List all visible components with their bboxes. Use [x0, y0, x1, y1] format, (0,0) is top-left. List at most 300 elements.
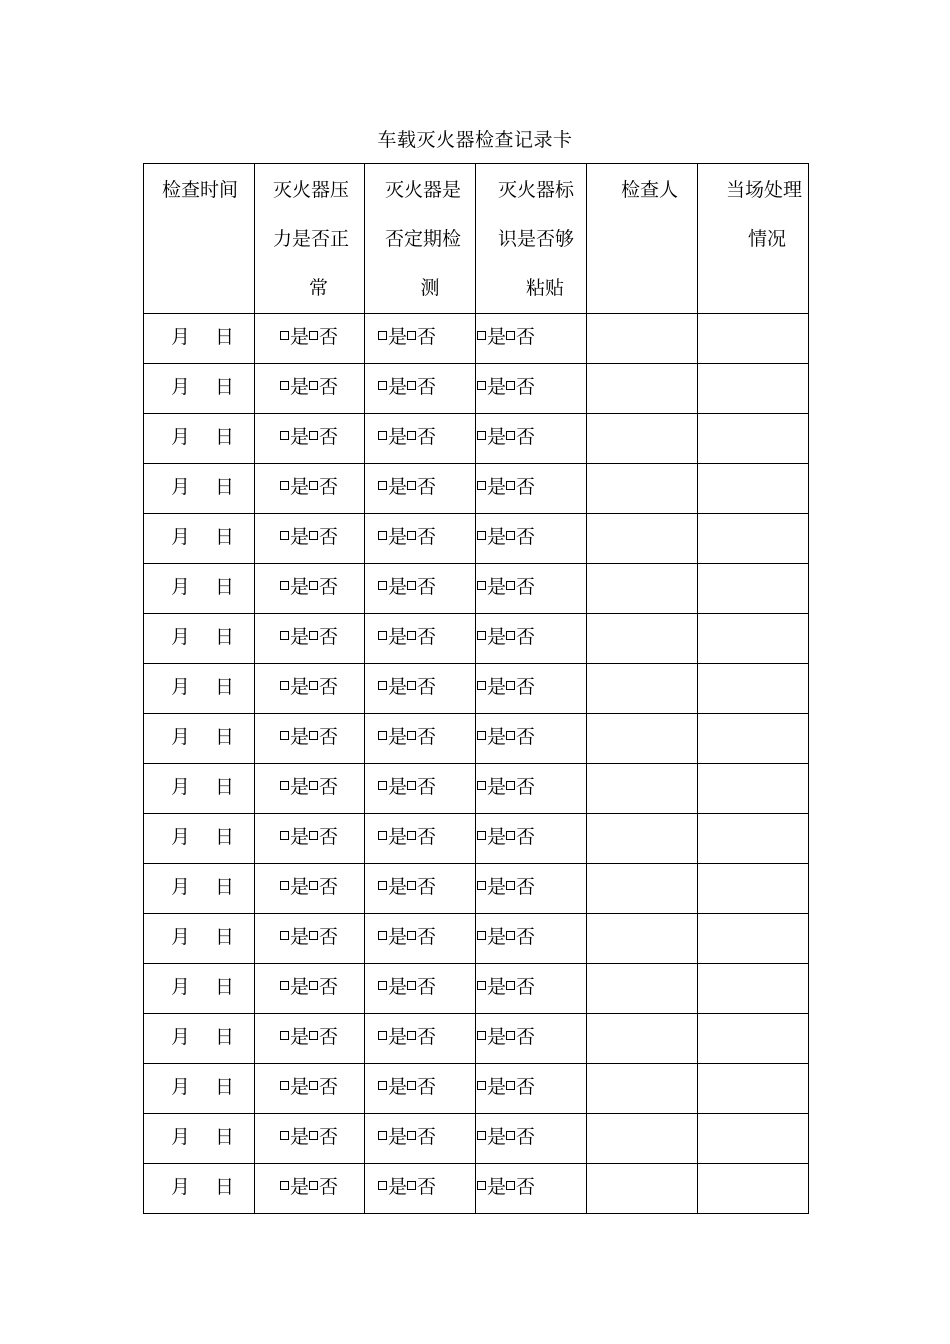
month-label: 月 [171, 726, 191, 748]
checkbox-yes[interactable] [378, 381, 387, 390]
check-cell [365, 564, 476, 614]
checkbox-yes[interactable] [280, 681, 289, 690]
checkbox-no[interactable] [309, 631, 318, 640]
checkbox-yes[interactable] [378, 831, 387, 840]
checkbox-yes[interactable] [378, 731, 387, 740]
table-row [144, 714, 809, 764]
option-no-label: 否 [516, 476, 536, 498]
checkbox-yes[interactable] [477, 481, 486, 490]
day-label: 日 [215, 426, 235, 448]
checkbox-no[interactable] [506, 881, 515, 890]
option-yes-label: 是 [290, 1126, 310, 1148]
handling-cell[interactable] [698, 964, 809, 1014]
checkbox-no[interactable] [309, 781, 318, 790]
check-cell [255, 1114, 365, 1164]
month-label: 月 [171, 626, 191, 648]
checkbox-no[interactable] [309, 931, 318, 940]
option-no-label: 否 [516, 876, 536, 898]
checkbox-no[interactable] [506, 781, 515, 790]
checkbox-no[interactable] [506, 431, 515, 440]
checkbox-no[interactable] [407, 1181, 416, 1190]
handling-cell[interactable] [698, 364, 809, 414]
checkbox-yes[interactable] [280, 1081, 289, 1090]
check-cell [365, 714, 476, 764]
table-row [144, 864, 809, 914]
checkbox-no[interactable] [407, 431, 416, 440]
checkbox-yes[interactable] [477, 581, 486, 590]
option-yes-label: 是 [388, 926, 408, 948]
checkbox-no[interactable] [407, 381, 416, 390]
date-cell[interactable] [144, 464, 255, 514]
checkbox-no[interactable] [506, 381, 515, 390]
inspector-cell[interactable] [587, 714, 698, 764]
check-cell [365, 664, 476, 714]
header-pressure-normal [255, 164, 365, 314]
handling-cell[interactable] [698, 1064, 809, 1114]
option-no-label: 否 [417, 726, 437, 748]
option-yes-label: 是 [290, 926, 310, 948]
option-no-label: 否 [319, 1026, 339, 1048]
checkbox-no[interactable] [506, 1131, 515, 1140]
option-yes-label: 是 [290, 876, 310, 898]
date-cell[interactable] [144, 364, 255, 414]
checkbox-yes[interactable] [477, 981, 486, 990]
check-cell [255, 464, 365, 514]
checkbox-no[interactable] [506, 1081, 515, 1090]
handling-cell[interactable] [698, 1164, 809, 1214]
checkbox-yes[interactable] [280, 331, 289, 340]
day-label: 日 [215, 1126, 235, 1148]
checkbox-no[interactable] [309, 981, 318, 990]
checkbox-yes[interactable] [477, 731, 486, 740]
inspector-cell[interactable] [587, 414, 698, 464]
option-no-label: 否 [516, 926, 536, 948]
record-rows [144, 314, 809, 1214]
check-cell [255, 564, 365, 614]
checkbox-no[interactable] [506, 981, 515, 990]
option-no-label: 否 [417, 1126, 437, 1148]
option-yes-label: 是 [487, 326, 507, 348]
checkbox-no[interactable] [407, 331, 416, 340]
handling-cell[interactable] [698, 864, 809, 914]
option-no-label: 否 [516, 726, 536, 748]
handling-cell[interactable] [698, 664, 809, 714]
checkbox-yes[interactable] [378, 931, 387, 940]
checkbox-yes[interactable] [378, 631, 387, 640]
checkbox-no[interactable] [506, 731, 515, 740]
check-cell [255, 864, 365, 914]
header-line: 当场处理 [726, 179, 803, 201]
inspector-cell[interactable] [587, 964, 698, 1014]
option-yes-label: 是 [487, 1076, 507, 1098]
header-inspector [587, 164, 698, 314]
option-no-label: 否 [319, 426, 339, 448]
checkbox-yes[interactable] [280, 881, 289, 890]
date-cell[interactable] [144, 714, 255, 764]
header-row [144, 164, 809, 314]
handling-cell[interactable] [698, 914, 809, 964]
checkbox-yes[interactable] [378, 331, 387, 340]
day-label: 日 [215, 376, 235, 398]
month-label: 月 [171, 576, 191, 598]
checkbox-no[interactable] [506, 331, 515, 340]
checkbox-yes[interactable] [280, 981, 289, 990]
option-no-label: 否 [516, 526, 536, 548]
checkbox-no[interactable] [506, 1181, 515, 1190]
checkbox-no[interactable] [407, 881, 416, 890]
checkbox-yes[interactable] [280, 831, 289, 840]
checkbox-no[interactable] [407, 481, 416, 490]
checkbox-no[interactable] [407, 931, 416, 940]
option-no-label: 否 [319, 826, 339, 848]
header-label-attached [476, 164, 587, 314]
checkbox-yes[interactable] [280, 1181, 289, 1190]
checkbox-yes[interactable] [378, 481, 387, 490]
option-yes-label: 是 [290, 676, 310, 698]
option-yes-label: 是 [388, 326, 408, 348]
inspector-cell[interactable] [587, 1164, 698, 1214]
option-yes-label: 是 [388, 776, 408, 798]
option-yes-label: 是 [290, 1176, 310, 1198]
checkbox-yes[interactable] [378, 781, 387, 790]
table-row [144, 314, 809, 364]
handling-cell[interactable] [698, 564, 809, 614]
check-cell [476, 914, 587, 964]
inspector-cell[interactable] [587, 364, 698, 414]
date-cell[interactable] [144, 1164, 255, 1214]
day-label: 日 [215, 776, 235, 798]
check-cell [476, 814, 587, 864]
check-cell [255, 964, 365, 1014]
header-line: 识是否够 [498, 228, 575, 250]
checkbox-yes[interactable] [378, 1181, 387, 1190]
option-yes-label: 是 [290, 826, 310, 848]
header-line: 否定期检 [385, 228, 462, 250]
checkbox-yes[interactable] [477, 1081, 486, 1090]
checkbox-yes[interactable] [378, 981, 387, 990]
handling-cell[interactable] [698, 1014, 809, 1064]
option-no-label: 否 [417, 1176, 437, 1198]
option-yes-label: 是 [290, 326, 310, 348]
checkbox-no[interactable] [309, 1131, 318, 1140]
date-cell[interactable] [144, 814, 255, 864]
option-yes-label: 是 [487, 776, 507, 798]
option-no-label: 否 [319, 926, 339, 948]
date-cell[interactable] [144, 314, 255, 364]
checkbox-yes[interactable] [477, 431, 486, 440]
option-no-label: 否 [417, 626, 437, 648]
date-cell[interactable] [144, 1014, 255, 1064]
option-yes-label: 是 [388, 676, 408, 698]
check-cell [365, 764, 476, 814]
checkbox-no[interactable] [407, 631, 416, 640]
checkbox-yes[interactable] [280, 581, 289, 590]
checkbox-no[interactable] [407, 581, 416, 590]
checkbox-yes[interactable] [280, 1131, 289, 1140]
check-cell [476, 864, 587, 914]
checkbox-yes[interactable] [378, 581, 387, 590]
option-no-label: 否 [319, 1176, 339, 1198]
checkbox-no[interactable] [506, 931, 515, 940]
inspector-cell[interactable] [587, 1114, 698, 1164]
checkbox-yes[interactable] [477, 781, 486, 790]
month-label: 月 [171, 526, 191, 548]
table-row [144, 464, 809, 514]
checkbox-no[interactable] [506, 481, 515, 490]
inspector-cell[interactable] [587, 314, 698, 364]
option-yes-label: 是 [290, 1026, 310, 1048]
checkbox-yes[interactable] [477, 381, 486, 390]
check-cell [476, 314, 587, 364]
option-no-label: 否 [516, 826, 536, 848]
day-label: 日 [215, 826, 235, 848]
checkbox-no[interactable] [407, 1031, 416, 1040]
option-yes-label: 是 [388, 826, 408, 848]
header-periodic-test [365, 164, 476, 314]
day-label: 日 [215, 726, 235, 748]
option-no-label: 否 [417, 376, 437, 398]
option-no-label: 否 [417, 426, 437, 448]
option-no-label: 否 [516, 326, 536, 348]
inspector-cell[interactable] [587, 814, 698, 864]
document-title: 车载灭火器检查记录卡 [377, 129, 573, 151]
inspector-cell[interactable] [587, 764, 698, 814]
check-cell [365, 914, 476, 964]
checkbox-yes[interactable] [477, 531, 486, 540]
option-no-label: 否 [417, 326, 437, 348]
checkbox-no[interactable] [309, 381, 318, 390]
option-no-label: 否 [319, 726, 339, 748]
option-yes-label: 是 [290, 526, 310, 548]
header-line: 测 [420, 277, 440, 299]
date-cell[interactable] [144, 764, 255, 814]
check-cell [365, 1164, 476, 1214]
checkbox-yes[interactable] [280, 731, 289, 740]
handling-cell[interactable] [698, 314, 809, 364]
option-yes-label: 是 [487, 426, 507, 448]
inspector-cell[interactable] [587, 1064, 698, 1114]
option-yes-label: 是 [487, 826, 507, 848]
handling-cell[interactable] [698, 764, 809, 814]
checkbox-no[interactable] [309, 531, 318, 540]
handling-cell[interactable] [698, 614, 809, 664]
option-no-label: 否 [319, 676, 339, 698]
checkbox-no[interactable] [407, 731, 416, 740]
checkbox-yes[interactable] [378, 431, 387, 440]
checkbox-no[interactable] [506, 581, 515, 590]
handling-cell[interactable] [698, 514, 809, 564]
date-cell[interactable] [144, 964, 255, 1014]
option-no-label: 否 [319, 326, 339, 348]
checkbox-no[interactable] [309, 731, 318, 740]
month-label: 月 [171, 376, 191, 398]
checkbox-no[interactable] [506, 531, 515, 540]
month-label: 月 [171, 826, 191, 848]
check-cell [476, 514, 587, 564]
check-cell [255, 414, 365, 464]
month-label: 月 [171, 1176, 191, 1198]
check-cell [255, 314, 365, 364]
checkbox-yes[interactable] [280, 481, 289, 490]
date-cell[interactable] [144, 864, 255, 914]
option-yes-label: 是 [388, 1026, 408, 1048]
day-label: 日 [215, 1026, 235, 1048]
inspector-cell[interactable] [587, 464, 698, 514]
checkbox-yes[interactable] [378, 1031, 387, 1040]
date-cell[interactable] [144, 664, 255, 714]
month-label: 月 [171, 976, 191, 998]
option-yes-label: 是 [290, 376, 310, 398]
header-line: 灭火器标 [498, 179, 575, 201]
option-yes-label: 是 [487, 576, 507, 598]
option-yes-label: 是 [487, 1176, 507, 1198]
header-line: 检查人 [621, 179, 679, 201]
checkbox-yes[interactable] [378, 1081, 387, 1090]
handling-cell[interactable] [698, 414, 809, 464]
checkbox-yes[interactable] [477, 631, 486, 640]
option-yes-label: 是 [290, 726, 310, 748]
date-cell[interactable] [144, 914, 255, 964]
checkbox-no[interactable] [407, 1131, 416, 1140]
checkbox-no[interactable] [407, 831, 416, 840]
option-yes-label: 是 [388, 726, 408, 748]
checkbox-yes[interactable] [477, 881, 486, 890]
handling-cell[interactable] [698, 464, 809, 514]
checkbox-no[interactable] [506, 1031, 515, 1040]
option-no-label: 否 [417, 526, 437, 548]
table-row [144, 364, 809, 414]
checkbox-yes[interactable] [477, 931, 486, 940]
checkbox-yes[interactable] [477, 831, 486, 840]
option-no-label: 否 [319, 576, 339, 598]
date-cell[interactable] [144, 564, 255, 614]
checkbox-no[interactable] [309, 1031, 318, 1040]
option-no-label: 否 [319, 1126, 339, 1148]
check-cell [365, 414, 476, 464]
inspector-cell[interactable] [587, 514, 698, 564]
day-label: 日 [215, 1176, 235, 1198]
option-yes-label: 是 [487, 1026, 507, 1048]
inspector-cell[interactable] [587, 1014, 698, 1064]
date-cell[interactable] [144, 614, 255, 664]
date-cell[interactable] [144, 1114, 255, 1164]
checkbox-no[interactable] [309, 681, 318, 690]
check-cell [255, 614, 365, 664]
checkbox-yes[interactable] [280, 631, 289, 640]
checkbox-yes[interactable] [477, 1181, 486, 1190]
handling-cell[interactable] [698, 814, 809, 864]
option-no-label: 否 [516, 1176, 536, 1198]
table-row [144, 1164, 809, 1214]
check-cell [255, 364, 365, 414]
check-cell [476, 1114, 587, 1164]
day-label: 日 [215, 626, 235, 648]
option-yes-label: 是 [290, 776, 310, 798]
checkbox-no[interactable] [309, 481, 318, 490]
date-cell[interactable] [144, 414, 255, 464]
option-no-label: 否 [319, 776, 339, 798]
check-cell [476, 1014, 587, 1064]
checkbox-yes[interactable] [280, 1031, 289, 1040]
checkbox-no[interactable] [309, 881, 318, 890]
option-no-label: 否 [516, 626, 536, 648]
checkbox-yes[interactable] [378, 681, 387, 690]
checkbox-yes[interactable] [378, 531, 387, 540]
checkbox-yes[interactable] [280, 931, 289, 940]
option-no-label: 否 [319, 376, 339, 398]
month-label: 月 [171, 1076, 191, 1098]
inspector-cell[interactable] [587, 664, 698, 714]
checkbox-no[interactable] [309, 581, 318, 590]
table-row [144, 1014, 809, 1064]
checkbox-no[interactable] [407, 531, 416, 540]
table-row [144, 764, 809, 814]
checkbox-no[interactable] [309, 431, 318, 440]
checkbox-yes[interactable] [280, 381, 289, 390]
option-no-label: 否 [516, 1126, 536, 1148]
option-no-label: 否 [516, 676, 536, 698]
checkbox-no[interactable] [407, 981, 416, 990]
check-cell [365, 364, 476, 414]
handling-cell[interactable] [698, 714, 809, 764]
header-line: 力是否正 [273, 228, 350, 250]
table-row [144, 1064, 809, 1114]
option-yes-label: 是 [388, 1076, 408, 1098]
checkbox-no[interactable] [309, 1081, 318, 1090]
option-no-label: 否 [319, 526, 339, 548]
header-on-site-handling [698, 164, 809, 314]
checkbox-no[interactable] [407, 681, 416, 690]
checkbox-yes[interactable] [378, 881, 387, 890]
checkbox-yes[interactable] [477, 1031, 486, 1040]
checkbox-no[interactable] [309, 831, 318, 840]
day-label: 日 [215, 476, 235, 498]
checkbox-yes[interactable] [280, 431, 289, 440]
inspector-cell[interactable] [587, 614, 698, 664]
checkbox-no[interactable] [506, 831, 515, 840]
checkbox-no[interactable] [506, 681, 515, 690]
checkbox-no[interactable] [407, 781, 416, 790]
checkbox-no[interactable] [506, 631, 515, 640]
option-no-label: 否 [319, 976, 339, 998]
check-cell [476, 564, 587, 614]
inspector-cell[interactable] [587, 914, 698, 964]
day-label: 日 [215, 876, 235, 898]
date-cell[interactable] [144, 514, 255, 564]
checkbox-yes[interactable] [477, 331, 486, 340]
checkbox-no[interactable] [309, 331, 318, 340]
date-cell[interactable] [144, 1064, 255, 1114]
checkbox-yes[interactable] [378, 1131, 387, 1140]
checkbox-yes[interactable] [280, 531, 289, 540]
checkbox-no[interactable] [309, 1181, 318, 1190]
header-line: 常 [308, 277, 328, 299]
inspector-cell[interactable] [587, 564, 698, 614]
checkbox-yes[interactable] [477, 681, 486, 690]
option-yes-label: 是 [290, 626, 310, 648]
option-no-label: 否 [516, 776, 536, 798]
check-cell [476, 714, 587, 764]
checkbox-yes[interactable] [280, 781, 289, 790]
table-row [144, 814, 809, 864]
checkbox-yes[interactable] [477, 1131, 486, 1140]
option-no-label: 否 [516, 426, 536, 448]
check-cell [476, 664, 587, 714]
handling-cell[interactable] [698, 1114, 809, 1164]
checkbox-no[interactable] [407, 1081, 416, 1090]
check-cell [255, 914, 365, 964]
inspector-cell[interactable] [587, 864, 698, 914]
